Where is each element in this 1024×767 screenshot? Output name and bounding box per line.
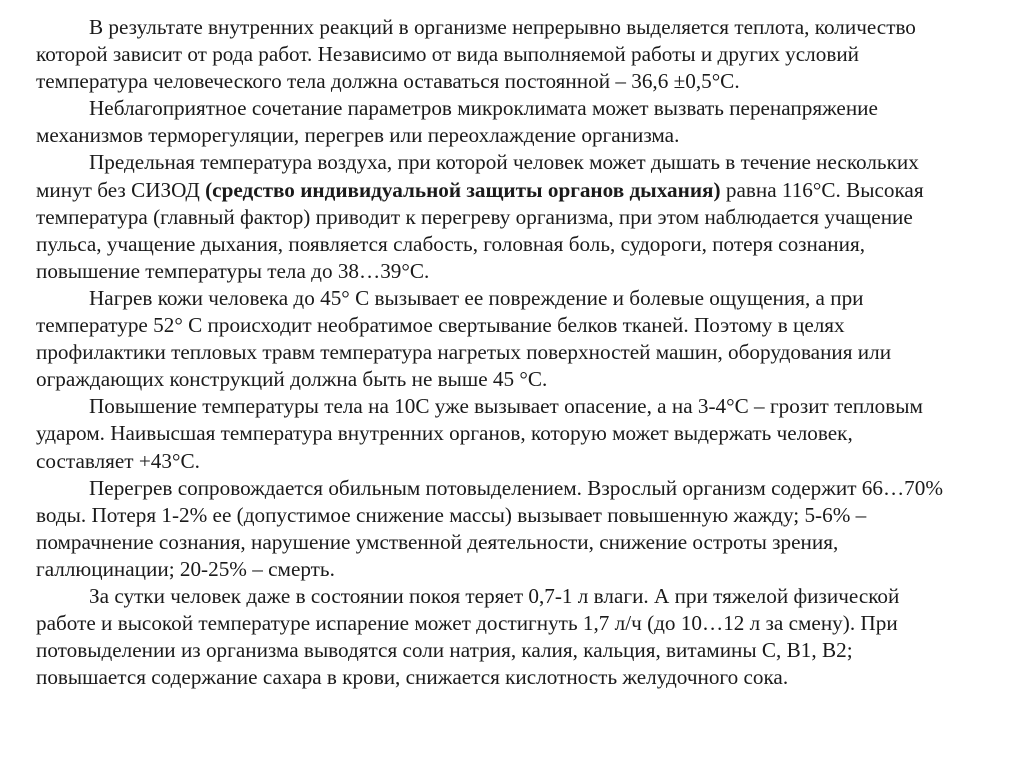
paragraph-moisture-loss: За сутки человек даже в состоянии покоя теряет 0,7-1 л влаги. А при тяжелой физической работе и высокой температуре испарение может достигнуть 1,7 л/ч (до 10…12 л за смену). При потовыделении из организма выводятся соли натрия, калия, кальция, витамины С, В1, В2; повышается содержание сахара в крови, снижается кислотность желудочного сока. bbox=[36, 583, 900, 690]
body-text bbox=[36, 14, 946, 691]
paragraph-air-temperature-end: равна 116°С. Высокая температура (главный фактор) приводит к перегреву организма, при этом наблюдается учащение пульса, учащение дыхания, появляется слабость, головная боль, судороги, потеря сознания, повышение температуры тела до 38…39°С. bbox=[36, 177, 924, 283]
paragraph-microclimate: Неблагоприятное сочетание параметров микроклимата может вызвать перенапряжение механизмов терморегуляции, перегрев или переохлаждение организма. bbox=[36, 96, 878, 148]
paragraph-overheating: Перегрев сопровождается обильным потовыделением. Взрослый организм содержит 66…70% воды. Потеря 1-2% ее (допустимое снижение массы) вызывает повышенную жажду; 5-6% – помрачнение сознания, нарушение умственной деятельности, снижение остроты зрения, галлюцинации; 20-25% – смерть. bbox=[36, 475, 943, 581]
sizod-definition: (средство индивидуальной защиты органов дыхания) bbox=[205, 177, 721, 202]
paragraph-body-temperature: Повышение температуры тела на 10С уже вызывает опасение, а на 3-4°С – грозит тепловым ударом. Наивысшая температура внутренних органов, которую может выдержать человек, составляет +43°С. bbox=[36, 394, 923, 473]
paragraph-heat-production: В результате внутренних реакций в организме непрерывно выделяется теплота, количество которой зависит от рода работ. Независимо от вида выполняемой работы и других условий температура человеческого тела должна оставаться постоянной – 36,6 ±0,5°С. bbox=[36, 15, 916, 94]
paragraph-air-temperature-start: Предельная температура воздуха, при которой человек может дышать в течение нескольких минут без СИЗОД bbox=[36, 150, 919, 202]
paragraph-skin-heating: Нагрев кожи человека до 45° С вызывает ее повреждение и болевые ощущения, а при температуре 52° С происходит необратимое свертывание белков тканей. Поэтому в целях профилактики тепловых травм температура нагретых поверхностей машин, оборудования или ограждающих конструкций должна быть не выше 45 °С. bbox=[36, 285, 892, 392]
paragraph-air-temperature bbox=[36, 149, 946, 284]
